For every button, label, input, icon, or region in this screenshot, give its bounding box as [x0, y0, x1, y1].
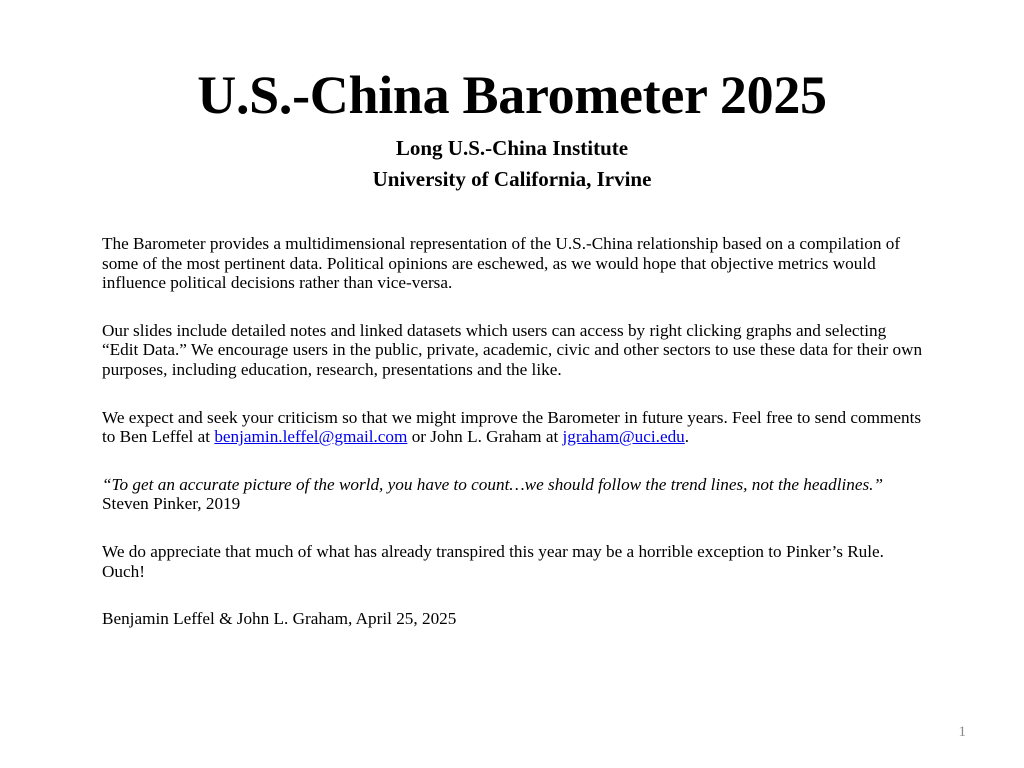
paragraph-contact [102, 408, 924, 447]
paragraph-exception: We do appreciate that much of what has already transpired this year may be a horrible exception to Pinker’s Rule. Ouch! [102, 541, 884, 581]
quote-attribution: Steven Pinker, 2019 [102, 494, 241, 514]
slide-title: U.S.-China Barometer 2025 [197, 65, 827, 125]
subtitle-institute: Long U.S.-China Institute [395, 136, 629, 160]
subtitle-university: University of California, Irvine [372, 167, 652, 191]
contact-text-start: We expect and seek your criticism so that we might improve the Barometer in future years. Feel free to send comments to Ben Leffel at [102, 407, 922, 447]
contact-text-end: . [684, 427, 690, 447]
pinker-quote: “To get an accurate picture of the world, you have to count…we should follow the trend lines, not the headlines.” [102, 474, 884, 494]
paragraph-intro: The Barometer provides a multidimensional representation of the U.S.-China relationship based on a compilation of some of the most pertinent data. Political opinions are eschewed, as we would hope that objective metrics would influence political decisions rather than vice-versa. [102, 234, 901, 293]
contact-text-middle: or John L. Graham at [407, 427, 563, 447]
slide-body [102, 234, 924, 629]
page-number: 1 [958, 724, 966, 740]
email-link-leffel[interactable]: benjamin.leffel@gmail.com [214, 427, 408, 447]
paragraph-quote [102, 475, 924, 514]
paragraph-data-notes: Our slides include detailed notes and linked datasets which users can access by right clicking graphs and selecting “Edit Data.” We encourage users in the public, private, academic, civic and other sectors to use these data for their own purposes, including education, research, presentations and the like. [102, 320, 923, 379]
paragraph-signature: Benjamin Leffel & John L. Graham, April 25, 2025 [102, 609, 457, 629]
email-link-graham[interactable]: jgraham@uci.edu [562, 427, 685, 447]
